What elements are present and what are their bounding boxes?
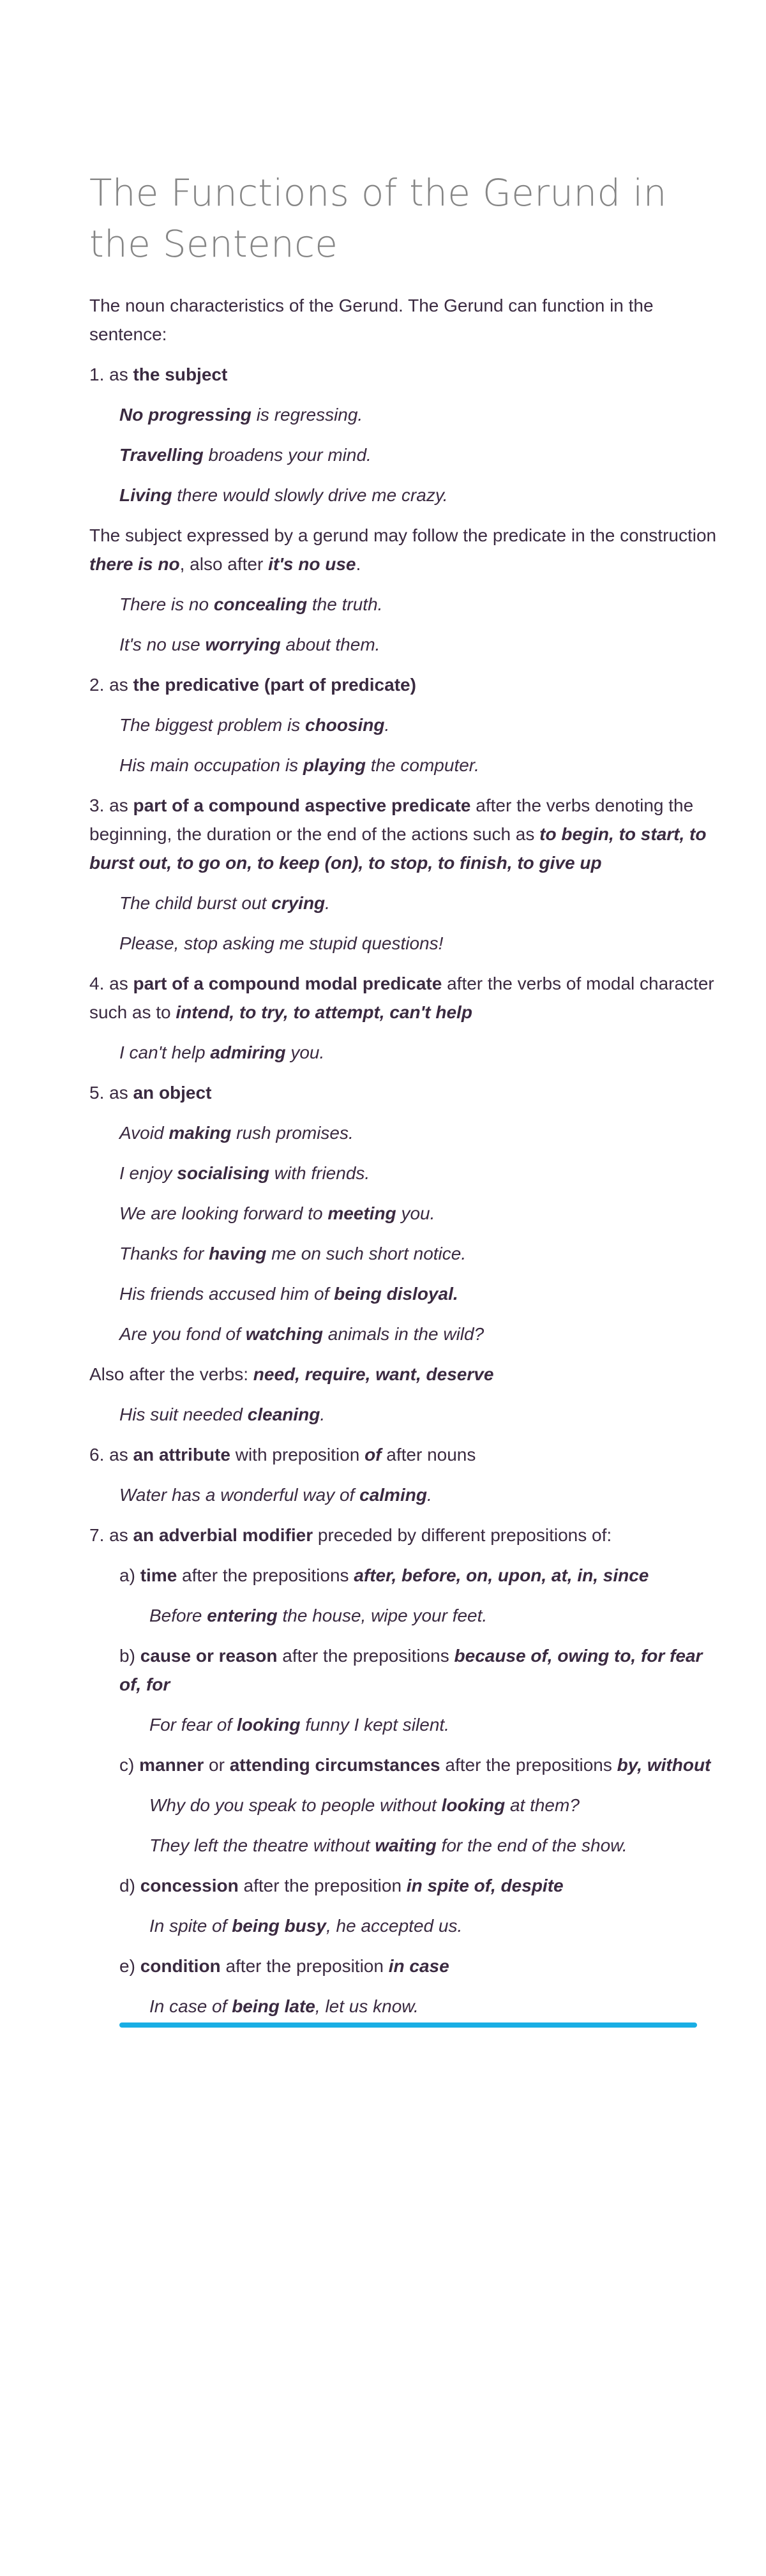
example-3-2: Please, stop asking me stupid questions! bbox=[119, 933, 444, 953]
article bbox=[89, 167, 728, 2032]
example-7d-1: In spite of being busy, he accepted us. bbox=[149, 1916, 463, 1936]
section-7d: d) concession after the preposition in spite of, despite bbox=[119, 1876, 564, 1895]
section-1-note: The subject expressed by a gerund may follow the predicate in the construction there is no, also after it's no use. bbox=[89, 525, 717, 574]
example-5-2: I enjoy socialising with friends. bbox=[119, 1163, 370, 1183]
example-6-1: Water has a wonderful way of calming. bbox=[119, 1485, 432, 1505]
example-7c-1: Why do you speak to people without looking at them? bbox=[149, 1795, 580, 1815]
example-5-note-1: His suit needed cleaning. bbox=[119, 1405, 326, 1424]
intro-paragraph: The noun characteristics of the Gerund. The Gerund can function in the sentence: bbox=[89, 296, 654, 344]
example-1-note-2: It's no use worrying about them. bbox=[119, 635, 380, 654]
example-1-1: No progressing is regressing. bbox=[119, 405, 363, 425]
section-7b: b) cause or reason after the prepositions because of, owing to, for fear of, for bbox=[119, 1646, 703, 1694]
example-2-2: His main occupation is playing the computer. bbox=[119, 755, 479, 775]
section-7c: c) manner or attending circumstances after the prepositions by, without bbox=[119, 1755, 711, 1775]
example-2-1: The biggest problem is choosing. bbox=[119, 715, 390, 735]
accent-bar bbox=[119, 2022, 697, 2028]
example-1-2: Travelling broadens your mind. bbox=[119, 445, 372, 465]
section-7-heading: 7. as an adverbial modifier preceded by different prepositions of: bbox=[89, 1525, 612, 1545]
example-7c-2: They left the theatre without waiting for the end of the show. bbox=[149, 1835, 627, 1855]
example-5-6: Are you fond of watching animals in the wild? bbox=[119, 1324, 484, 1344]
example-5-4: Thanks for having me on such short notice. bbox=[119, 1244, 467, 1263]
example-5-5: His friends accused him of being disloyal. bbox=[119, 1284, 458, 1304]
example-3-1: The child burst out crying. bbox=[119, 893, 330, 913]
section-7e: e) condition after the preposition in case bbox=[119, 1956, 449, 1976]
example-7e-1: In case of being late, let us know. bbox=[149, 1996, 419, 2016]
section-6-heading: 6. as an attribute with preposition of after nouns bbox=[89, 1445, 476, 1465]
section-2-heading: 2. as the predicative (part of predicate) bbox=[89, 675, 416, 695]
example-7b-1: For fear of looking funny I kept silent. bbox=[149, 1715, 449, 1735]
example-1-note-1: There is no concealing the truth. bbox=[119, 594, 383, 614]
page-title: The Functions of the Gerund in the Sentence bbox=[89, 171, 667, 266]
section-7a: a) time after the prepositions after, before, on, upon, at, in, since bbox=[119, 1565, 649, 1585]
example-7a-1: Before entering the house, wipe your feet. bbox=[149, 1606, 488, 1625]
section-5-heading: 5. as an object bbox=[89, 1083, 212, 1103]
example-1-3: Living there would slowly drive me crazy. bbox=[119, 485, 448, 505]
section-5-note: Also after the verbs: need, require, want, deserve bbox=[89, 1364, 494, 1384]
example-4-1: I can't help admiring you. bbox=[119, 1043, 325, 1062]
example-5-3: We are looking forward to meeting you. bbox=[119, 1203, 435, 1223]
section-4-heading: 4. as part of a compound modal predicate after the verbs of modal character such as to intend, to try, to attempt, can't help bbox=[89, 974, 714, 1022]
example-5-1: Avoid making rush promises. bbox=[119, 1123, 354, 1143]
section-1-heading: 1. as the subject bbox=[89, 365, 228, 384]
section-3-heading: 3. as part of a compound aspective predicate after the verbs denoting the beginning, the duration or the end of the actions such as to begin, to start, to burst out, to go on, to keep (on), to stop, to finish, to give up bbox=[89, 795, 707, 873]
